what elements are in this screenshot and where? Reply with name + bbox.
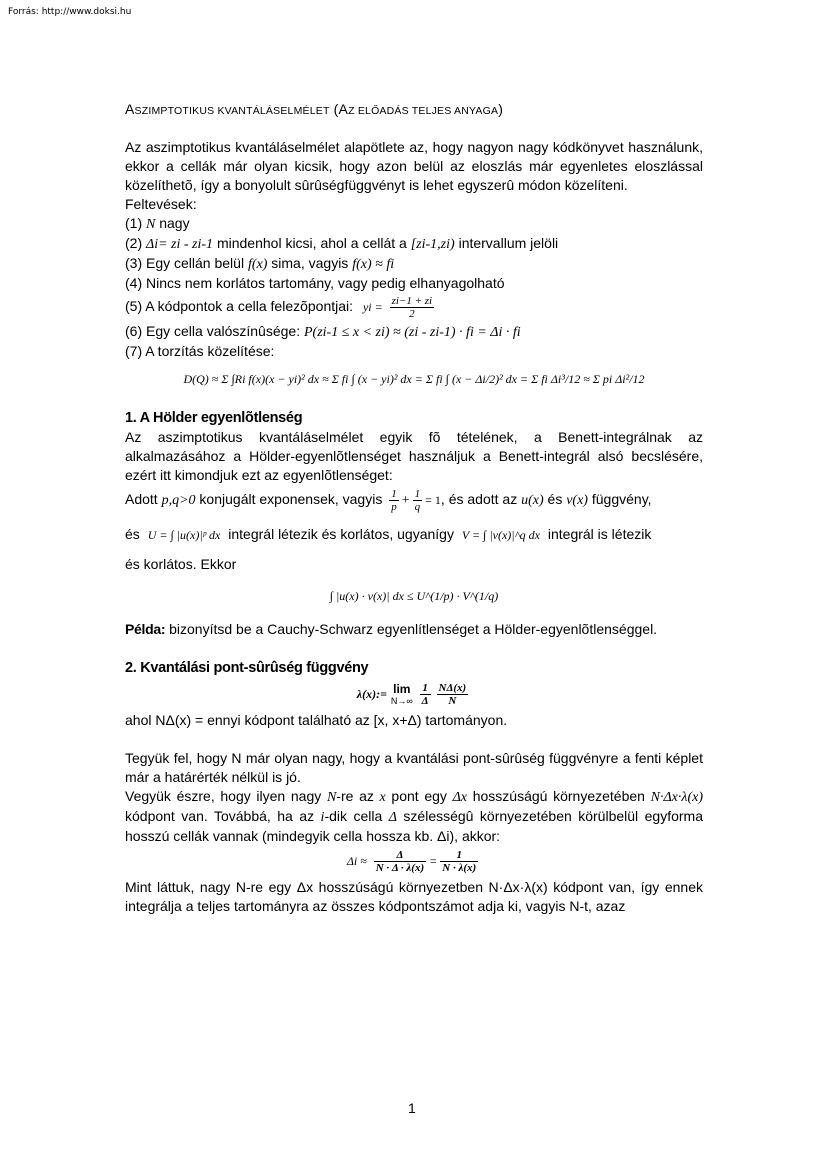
section-2-heading: 2. Kvantálási pont-sûrûség függvény <box>125 660 369 676</box>
intro-paragraph: Az aszimptotikus kvantáláselmélet alapötlete az, hogy nagyon nagy kódkönyvet használunk, ekkor a cellák már olyan kicsik, hogy azon belül az eloszlás már egyenletes eloszlással közelíthetõ, így a bonyolult sûrûségfüggvényt is lehet egyszerû módon közelíteni. <box>125 139 703 193</box>
source-url: Forrás: http://www.doksi.hu <box>8 7 132 17</box>
page-title: ASZIMPTOTIKUS KVANTÁLÁSELMÉLET (AZ ELŐADÁS TELJES ANYAGA) <box>125 101 504 117</box>
distortion-formula: D(Q) ≈ Σ ∫Ri f(x)(x − yi)² dx ≈ Σ fi ∫ (x − yi)² dx = Σ fi ∫ (x − Δi/2)² dx = Σ fi Δi³/12 ≈ Σ pi Δi²/12 <box>183 372 645 386</box>
assumption-2: (2) Δi= zi - zi-1 mindenhol kicsi, ahol a cellát a [zi-1,zi) intervallum jelöli <box>125 235 559 252</box>
density-where: ahol NΔ(x) = ennyi kódpont található az [x, x+Δ) tartományon. <box>125 712 508 728</box>
assumption-6: (6) Egy cella valószínûsége: P(zi-1 ≤ x < zi) ≈ (zi - zi-1) · fi = Δi · fi <box>125 323 521 340</box>
section-1-paragraph: Az aszimptotikus kvantáláselmélet egyik fõ tételének, a Benett-integrálnak az alkalmazásához a Hölder-egyenlõtlenséget használjuk a Benett-integrál alsó becslésére, ezért itt kimondjuk ezt az egyenlõtlenséget: <box>125 429 703 483</box>
page-number: 1 <box>408 1100 416 1116</box>
cell-width-formula: Δi ≈ $\frac{\Delta}{N \cdot \Delta \cdot \lambda(x)}$ = $\frac{1}{N \cdot \lambda(x)}$ <box>346 849 477 874</box>
assumption-4: (4) Nincs nem korlátos tartomány, vagy pedig elhanyagolható <box>125 275 505 291</box>
section-1-continuation: és korlátos. Ekkor <box>125 556 237 572</box>
density-definition: λ(x):= lim N→∞ $\frac{1}{\Delta}$ $\frac{N\Delta(x)}{N}$ <box>356 681 467 707</box>
document-page <box>125 100 703 916</box>
integral-definitions: és U = ∫ |u(x)|ᵖ dx integrál létezik és korlátos, ugyanígy V = ∫ |v(x)|^q dx integrál is létezik <box>125 526 652 542</box>
example-paragraph: Példa: bizonyítsd be a Cauchy-Schwarz egyenlítlenséget a Hölder-egyenlõtlenséggel. <box>125 621 658 637</box>
holder-inequality: ∫ |u(x) · v(x)| dx ≤ U^(1/p) · V^(1/q) <box>329 589 499 603</box>
assumption-5: (5) A kódpontok a cella felezõpontjai: yi = $\frac{zi-1 + zi}{2}$ <box>125 295 433 320</box>
assumption-7: (7) A torzítás közelítése: <box>125 343 275 359</box>
assumption-1: (1) N nagy <box>125 215 190 232</box>
assumption-3: (3) Egy cellán belül f(x) sima, vagyis f(x) ≈ fi <box>125 255 395 272</box>
section-2-paragraph-3: Mint láttuk, nagy N-re egy Δx hosszúságú környezetben N·Δx·λ(x) kódpont van, így ennek integrálja a teljes tartományra az összes kódpontszámot adja ki, vagyis N-t, azaz <box>125 879 703 914</box>
assumptions-label: Feltevések: <box>125 196 197 212</box>
section-1-heading: 1. A Hölder egyenlõtlenség <box>125 410 303 426</box>
conjugate-exponents: Adott p,q>0 konjugált exponensek, vagyis $\frac{1}{p}$ + $\frac{1}{q}$ = 1, és adott az u(x) és v(x) függvény, <box>125 488 652 513</box>
section-2-paragraph-1: Tegyük fel, hogy N már olyan nagy, hogy a kvantálási pont-sûrûség függvényre a fenti képlet már a határérték nélkül is jó. <box>125 750 703 785</box>
section-2-paragraph-2: Vegyük észre, hogy ilyen nagy N-re az x pont egy Δx hosszúságú környezetében N·Δx·λ(x) kódpont van. Továbbá, ha az i-dik cella Δ szélességû környezetében körülbelül egyforma hosszú cellák vannak (mindegyik cella hossza kb. Δi), akkor: <box>125 788 703 844</box>
